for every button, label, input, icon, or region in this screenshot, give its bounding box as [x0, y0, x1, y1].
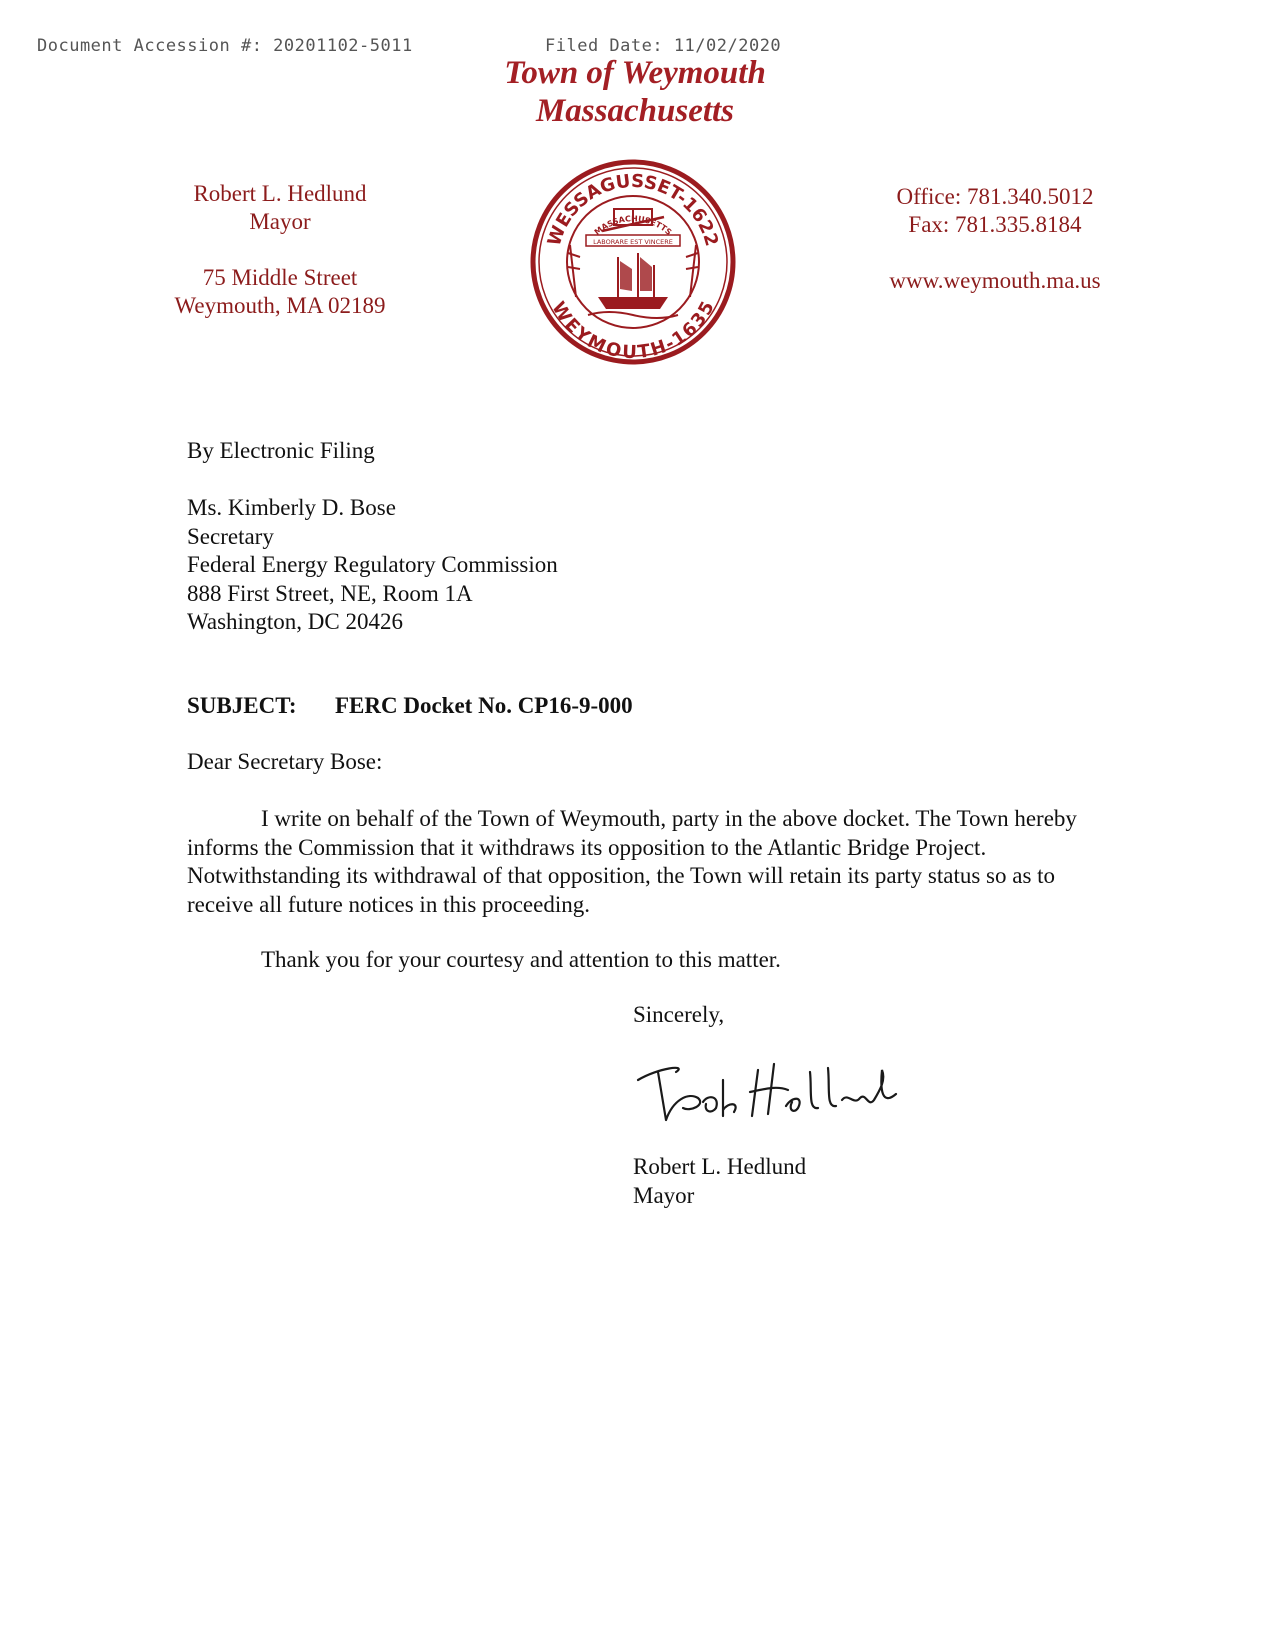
delivery-method: By Electronic Filing [187, 438, 375, 463]
salutation: Dear Secretary Bose: [187, 749, 383, 774]
mayor-contact-block [130, 180, 430, 320]
recipient-address [187, 494, 558, 637]
town-seal-icon [528, 157, 738, 367]
subject-value: FERC Docket No. CP16-9-000 [335, 693, 633, 718]
subject-line [187, 693, 633, 719]
mayor-street: 75 Middle Street [202, 265, 358, 290]
mayor-name: Robert L. Hedlund [193, 181, 367, 206]
signer-block [633, 1153, 806, 1210]
office-contact-block [845, 183, 1145, 295]
seal-bottom-text: WEYMOUTH-1635 [547, 298, 719, 364]
signer-name: Robert L. Hedlund [633, 1154, 807, 1179]
accession-number: Document Accession #: 20201102-5011 [37, 36, 413, 56]
recipient-street: 888 First Street, NE, Room 1A [187, 580, 473, 606]
signature-icon [628, 1050, 928, 1130]
subject-label: SUBJECT: [187, 693, 297, 718]
recipient-city: Washington, DC 20426 [187, 609, 404, 634]
seal-top-text: WESSAGUSSET-1622 [543, 170, 723, 249]
closing: Sincerely, [633, 1002, 725, 1027]
letterhead-title [380, 54, 890, 130]
seal-state-text: MASSACHUSETTS [592, 214, 674, 237]
signer-title: Mayor [633, 1182, 695, 1208]
website: www.weymouth.ma.us [889, 268, 1101, 293]
town-name: Town of Weymouth [504, 55, 766, 91]
office-phone: Office: 781.340.5012 [896, 184, 1094, 209]
body-paragraph: I write on behalf of the Town of Weymouth, party in the above docket. The Town hereby informs the Commission that it withdraws its opposition to the Atlantic Bridge Project. Notwithstanding its withdrawal of that opposition, the Town will retain its party status so as to receive all future notices in this proceeding. [187, 806, 1077, 917]
state-name: Massachusetts [535, 93, 735, 129]
recipient-title: Secretary [187, 523, 274, 549]
fax-number: Fax: 781.335.8184 [908, 212, 1082, 237]
recipient-org: Federal Energy Regulatory Commission [187, 552, 558, 577]
seal-ribbon-text: LABORARE EST VINCERE [593, 238, 673, 246]
recipient-name: Ms. Kimberly D. Bose [187, 495, 396, 520]
thanks-paragraph: Thank you for your courtesy and attention to this matter. [261, 947, 781, 972]
mayor-city: Weymouth, MA 02189 [174, 293, 386, 318]
filed-date: Filed Date: 11/02/2020 [545, 36, 782, 56]
mayor-title: Mayor [249, 209, 311, 234]
